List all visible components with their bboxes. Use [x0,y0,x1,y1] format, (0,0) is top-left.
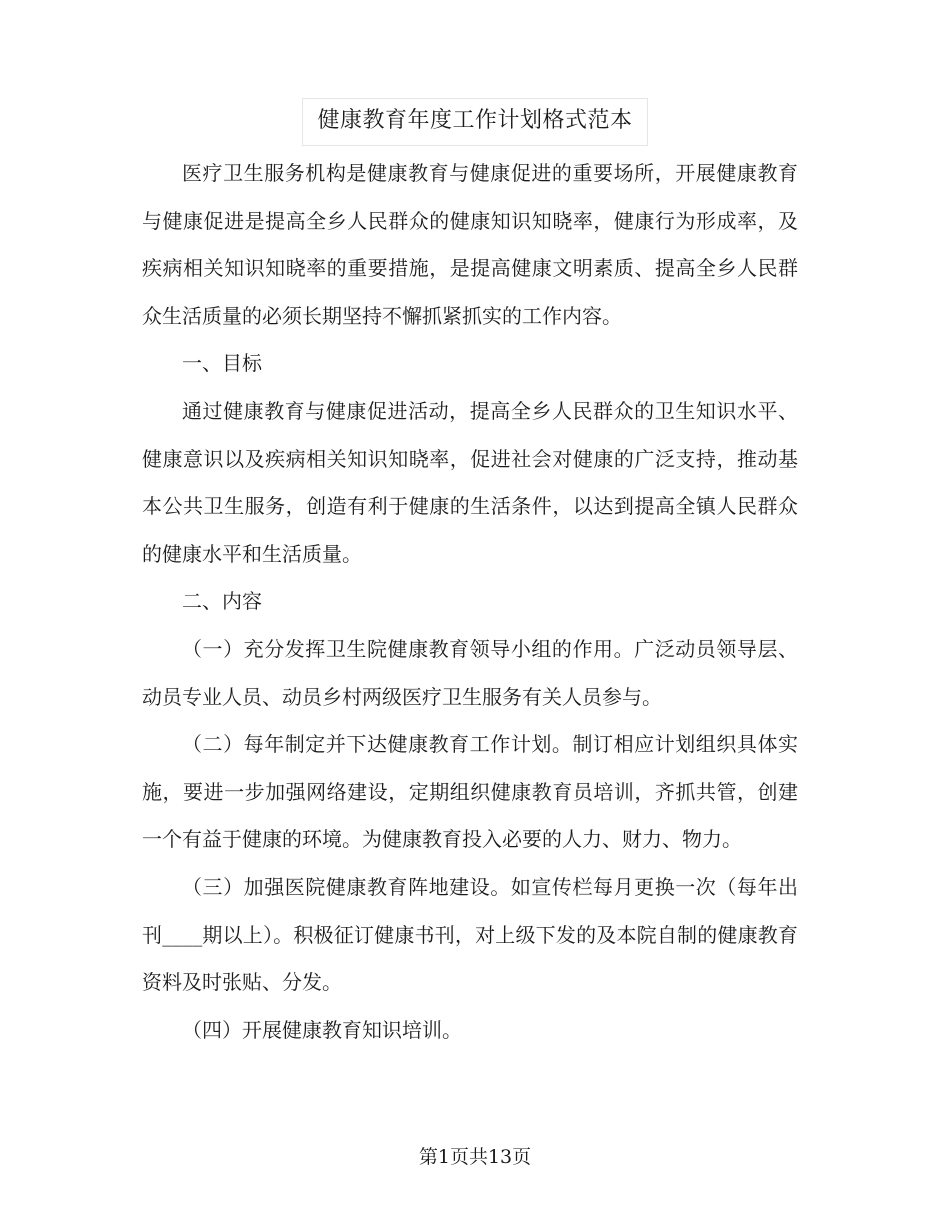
title-box [302,98,648,146]
paragraph-item-1: （一）充分发挥卫生院健康教育领导小组的作用。广泛动员领导层、动员专业人员、动员乡村两级医疗卫生服务有关人员参与。 [142,636,798,709]
paragraph-intro: 医疗卫生服务机构是健康教育与健康促进的重要场所，开展健康教育与健康促进是提高全乡人民群众的健康知识知晓率，健康行为形成率，及疾病相关知识知晓率的重要措施，是提高健康文明素质、提高全乡人民群众生活质量的必须长期坚持不懈抓紧抓实的工作内容。 [142,161,798,328]
paragraph-goals: 通过健康教育与健康促进活动，提高全乡人民群众的卫生知识水平、健康意识以及疾病相关知识知晓率，促进社会对健康的广泛支持，推动基本公共卫生服务，创造有利于健康的生活条件，以达到提高全镇人民群众的健康水平和生活质量。 [142,398,798,566]
document-body [142,150,798,1054]
paragraph-item-2: （二）每年制定并下达健康教育工作计划。制订相应计划组织具体实施，要进一步加强网络建设，定期组织健康教育员培训，齐抓共管，创建一个有益于健康的环境。为健康教育投入必要的人力、财力、物力。 [142,732,798,852]
page-number-footer: 第1页共13页 [418,1146,532,1168]
paragraph-item-4: （四）开展健康教育知识培训。 [182,1017,462,1042]
heading-content: 二、内容 [182,589,262,614]
document-title: 健康教育年度工作计划格式范本 [317,108,633,133]
paragraph-item-3: （三）加强医院健康教育阵地建设。如宣传栏每月更换一次（每年出刊____期以上）。积极征订健康书刊，对上级下发的及本院自制的健康教育资料及时张贴、分发。 [142,874,798,995]
heading-goals: 一、目标 [182,351,262,376]
